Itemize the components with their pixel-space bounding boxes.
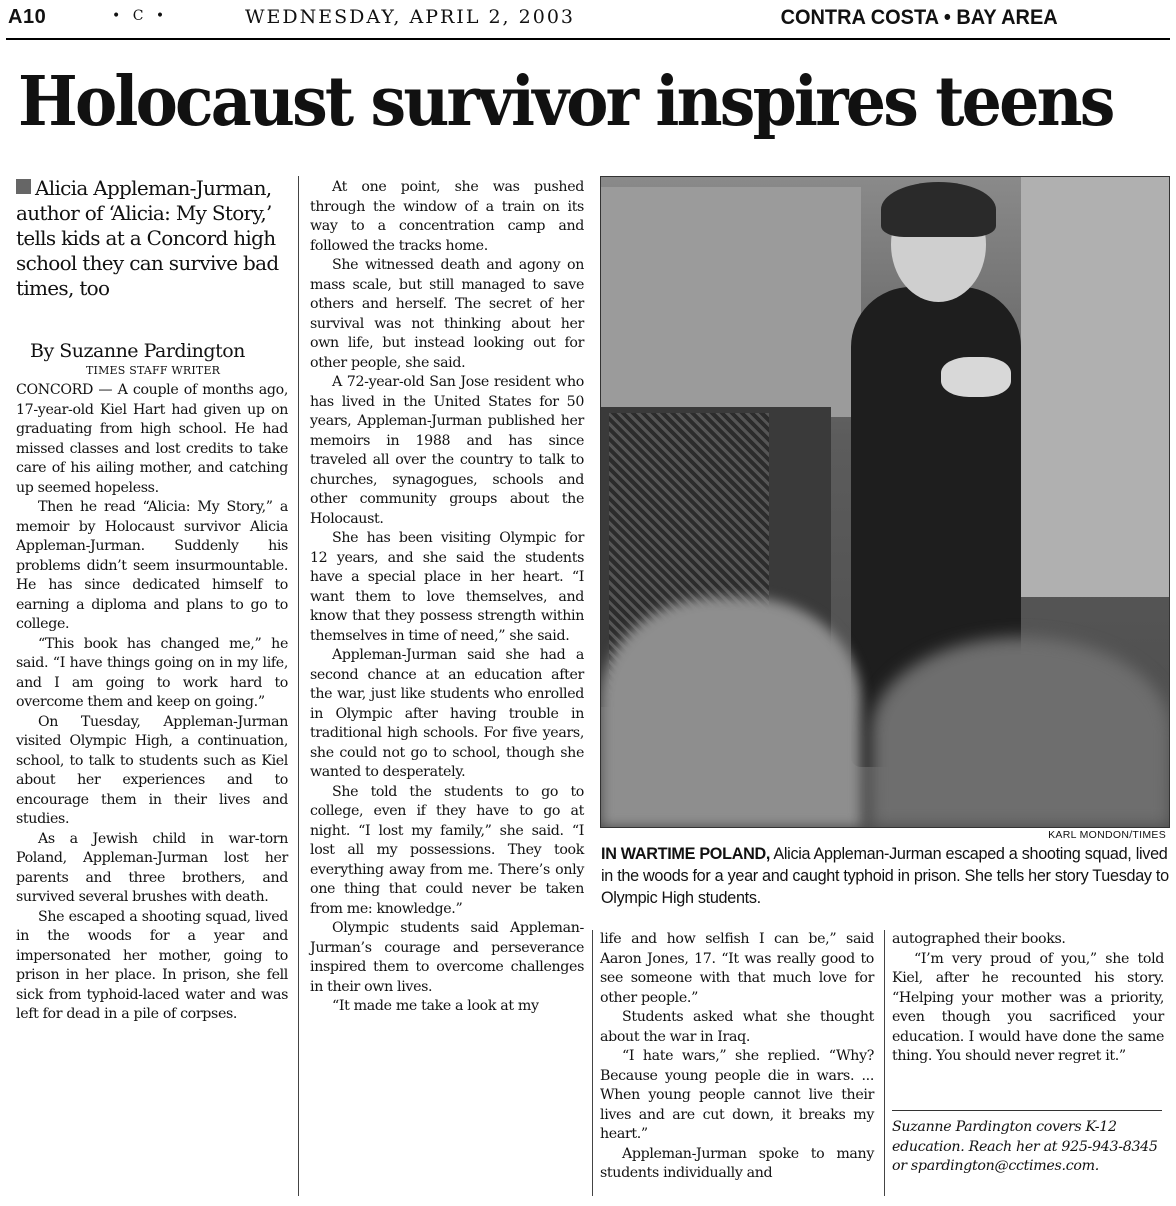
paragraph: “I’m very proud of you,” she told Kiel, after he recounted his story. “Helping your mother was a priority, even though you sacrificed your education. I would have done the same thing. You should never regret it.” <box>892 950 1164 1064</box>
paragraph: A 72-year-old San Jose resident who has lived in the United States for 50 years, Appleman-Jurman published her memoirs in 1988 and has since traveled all over the country to talk to churches, synagogues, schools and other community groups about the Holocaust. <box>310 374 584 527</box>
paragraph: Olympic students said Appleman-Jurman’s courage and perseverance inspired them to overcome challenges in their own lives. <box>310 920 584 995</box>
paragraph: Appleman-Jurman said she had a second chance at an education after the war, just like students who enrolled in Olympic after having trouble in traditional high schools. For five years, she could not go to school, though she wanted to desperately. <box>310 647 584 780</box>
paragraph: “This book has changed me,” he said. “I have things going on in my life, and I am going to work hard to overcome them and keep on going.” <box>16 635 288 710</box>
paragraph: She escaped a shooting squad, lived in the woods for a year and impersonated her mother, going to prison in her place. In prison, she fell sick from typhoid-laced water and was left for dead in a pile of corpses. <box>16 908 288 1022</box>
section-label: CONTRA COSTA • BAY AREA <box>780 6 1058 29</box>
byline: By Suzanne Pardington <box>30 340 245 362</box>
paragraph: “It made me take a look at my <box>332 998 539 1014</box>
paragraph: Students asked what she thought about the war in Iraq. <box>600 1009 874 1045</box>
paragraph: She has been visiting Olympic for 12 years, and she said the students have a special place in her heart. “I want them to love themselves, and know that they possess strength within themselves in time of need,” she said. <box>310 530 584 644</box>
paragraph: “I hate wars,” she replied. “Why? Because young people die in wars. ... When young people cannot live their lives and are cut down, it breaks my heart.” <box>600 1048 874 1142</box>
column-rule <box>592 930 593 1196</box>
paragraph: As a Jewish child in war-torn Poland, Appleman-Jurman lost her parents and three brothers, and survived several brushes with death. <box>16 830 288 905</box>
tagline-rule <box>892 1110 1162 1111</box>
caption-lead: IN WARTIME POLAND, <box>601 845 771 863</box>
deck-bullet-icon <box>16 179 31 194</box>
author-tagline: Suzanne Pardington covers K-12 education. Reach her at 925-943-8345 or spardington@cctimes.com. <box>892 1119 1158 1174</box>
paragraph: At one point, she was pushed through the window of a train on its way to a concentration camp and followed the tracks home. <box>310 179 584 254</box>
photo-credit: KARL MONDON/TIMES <box>1048 829 1166 841</box>
paragraph: autographed their books. <box>892 931 1066 947</box>
headline: Holocaust survivor inspires teens <box>18 62 1113 142</box>
paragraph: Appleman-Jurman spoke to many students individually and <box>600 1145 874 1181</box>
page-number: A10 <box>8 6 47 28</box>
deck <box>16 176 286 301</box>
dateline: WEDNESDAY, APRIL 2, 2003 <box>245 6 575 28</box>
column-rule <box>884 930 885 1196</box>
column-rule <box>298 176 299 1196</box>
article-column-1 <box>16 381 288 1025</box>
paragraph: CONCORD — A couple of months ago, 17-year-old Kiel Hart had given up on graduating from high school. He had missed classes and lost credits to take care of his ailing mother, and catching up seemed hopeless. <box>16 382 288 496</box>
paragraph: Then he read “Alicia: My Story,” a memoir by Holocaust survivor Alicia Appleman-Jurman. Suddenly his problems didn’t seem insurmountable. He has since dedicated himself to earning a diploma and plans to go to college. <box>16 499 288 632</box>
paragraph: life and how selfish I can be,” said Aaron Jones, 17. “It was really good to see someone with that much love for other people.” <box>600 931 874 1006</box>
staff-credit: TIMES STAFF WRITER <box>86 364 221 377</box>
paragraph: On Tuesday, Appleman-Jurman visited Olympic High, a continuation, school, to talk to students such as Kiel about her experiences and to encourage them in their lives and studies. <box>16 713 288 827</box>
edition-marker: • C • <box>112 8 169 24</box>
article-column-2 <box>310 178 584 1017</box>
article-column-4 <box>892 930 1164 1067</box>
masthead-rule <box>6 38 1170 40</box>
photo-caption <box>601 843 1171 909</box>
article-column-3 <box>600 930 874 1184</box>
paragraph: She told the students to go to college, even if they have to go at night. “I lost my family,” she said. “I lost all my possessions. They took everything away from me. There’s only one thing that could never be taken from me: knowledge.” <box>310 783 584 917</box>
deck-text: Alicia Appleman-Jurman, author of ‘Alicia: My Story,’ tells kids at a Concord high school they can survive bad times, too <box>16 176 279 300</box>
caption-text: Alicia Appleman-Jurman escaped a shooting squad, lived in the woods for a year and caught typhoid in prison. She tells her story Tuesday to Olympic High students. <box>601 845 1169 907</box>
photo <box>600 176 1170 828</box>
paragraph: She witnessed death and agony on mass scale, but still managed to save others and herself. The secret of her survival was not thinking about her own life, but instead looking out for other people, she said. <box>310 257 584 371</box>
